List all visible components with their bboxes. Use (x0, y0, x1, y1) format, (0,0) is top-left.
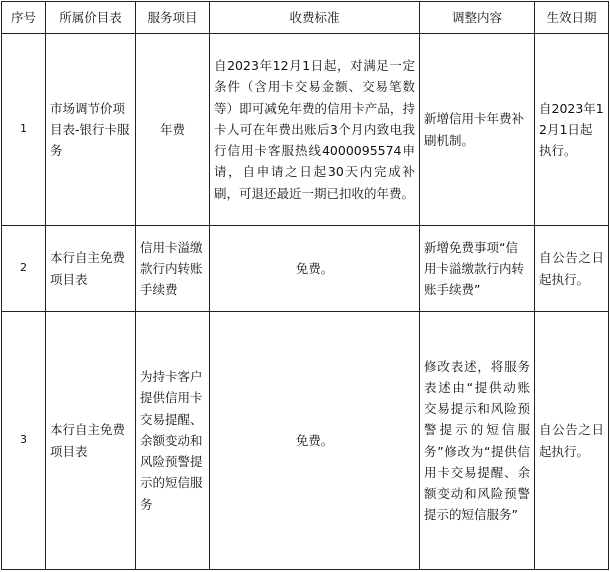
row-no: 3 (2, 312, 46, 570)
row-service: 年费 (136, 34, 210, 226)
header-adjustment: 调整内容 (420, 2, 535, 34)
fee-adjustment-table (1, 1, 609, 570)
row-effective-date: 自公告之日起执行。 (535, 226, 609, 312)
row-adjustment: 修改表述，将服务表述由“提供动账交易提示和风险预警提示的短信服务”修改为“提供信用卡交易提醒、余额变动和风险预警提示的短信服务” (420, 312, 535, 570)
row-effective-date: 自公告之日起执行。 (535, 312, 609, 570)
row-service: 为持卡客户提供信用卡交易提醒、余额变动和风险预警提示的短信服务 (136, 312, 210, 570)
header-service: 服务项目 (136, 2, 210, 34)
header-no: 序号 (2, 2, 46, 34)
row-service: 信用卡溢缴款行内转账手续费 (136, 226, 210, 312)
row-adjustment: 新增免费事项“信用卡溢缴款行内转账手续费” (420, 226, 535, 312)
table-header-row (2, 2, 609, 34)
row-adjustment: 新增信用卡年费补刷机制。 (420, 34, 535, 226)
header-effective-date: 生效日期 (535, 2, 609, 34)
row-no: 1 (2, 34, 46, 226)
row-no: 2 (2, 226, 46, 312)
row-standard: 免费。 (210, 226, 420, 312)
header-catalog: 所属价目表 (46, 2, 136, 34)
table-row (2, 34, 609, 226)
row-catalog: 本行自主免费项目表 (46, 226, 136, 312)
header-standard: 收费标准 (210, 2, 420, 34)
row-catalog: 市场调节价项目表-银行卡服务 (46, 34, 136, 226)
table-row (2, 226, 609, 312)
table-row (2, 312, 609, 570)
row-standard: 免费。 (210, 312, 420, 570)
row-standard: 自2023年12月1日起，对满足一定条件（含用卡交易金额、交易笔数等）即可减免年费的信用卡产品，持卡人可在年费出账后3个月内致电我行信用卡客服热线4000095574申请，自申请之日起30天内完成补刷，可退还最近一期已扣收的年费。 (210, 34, 420, 226)
row-catalog: 本行自主免费项目表 (46, 312, 136, 570)
row-effective-date: 自2023年12月1日起执行。 (535, 34, 609, 226)
